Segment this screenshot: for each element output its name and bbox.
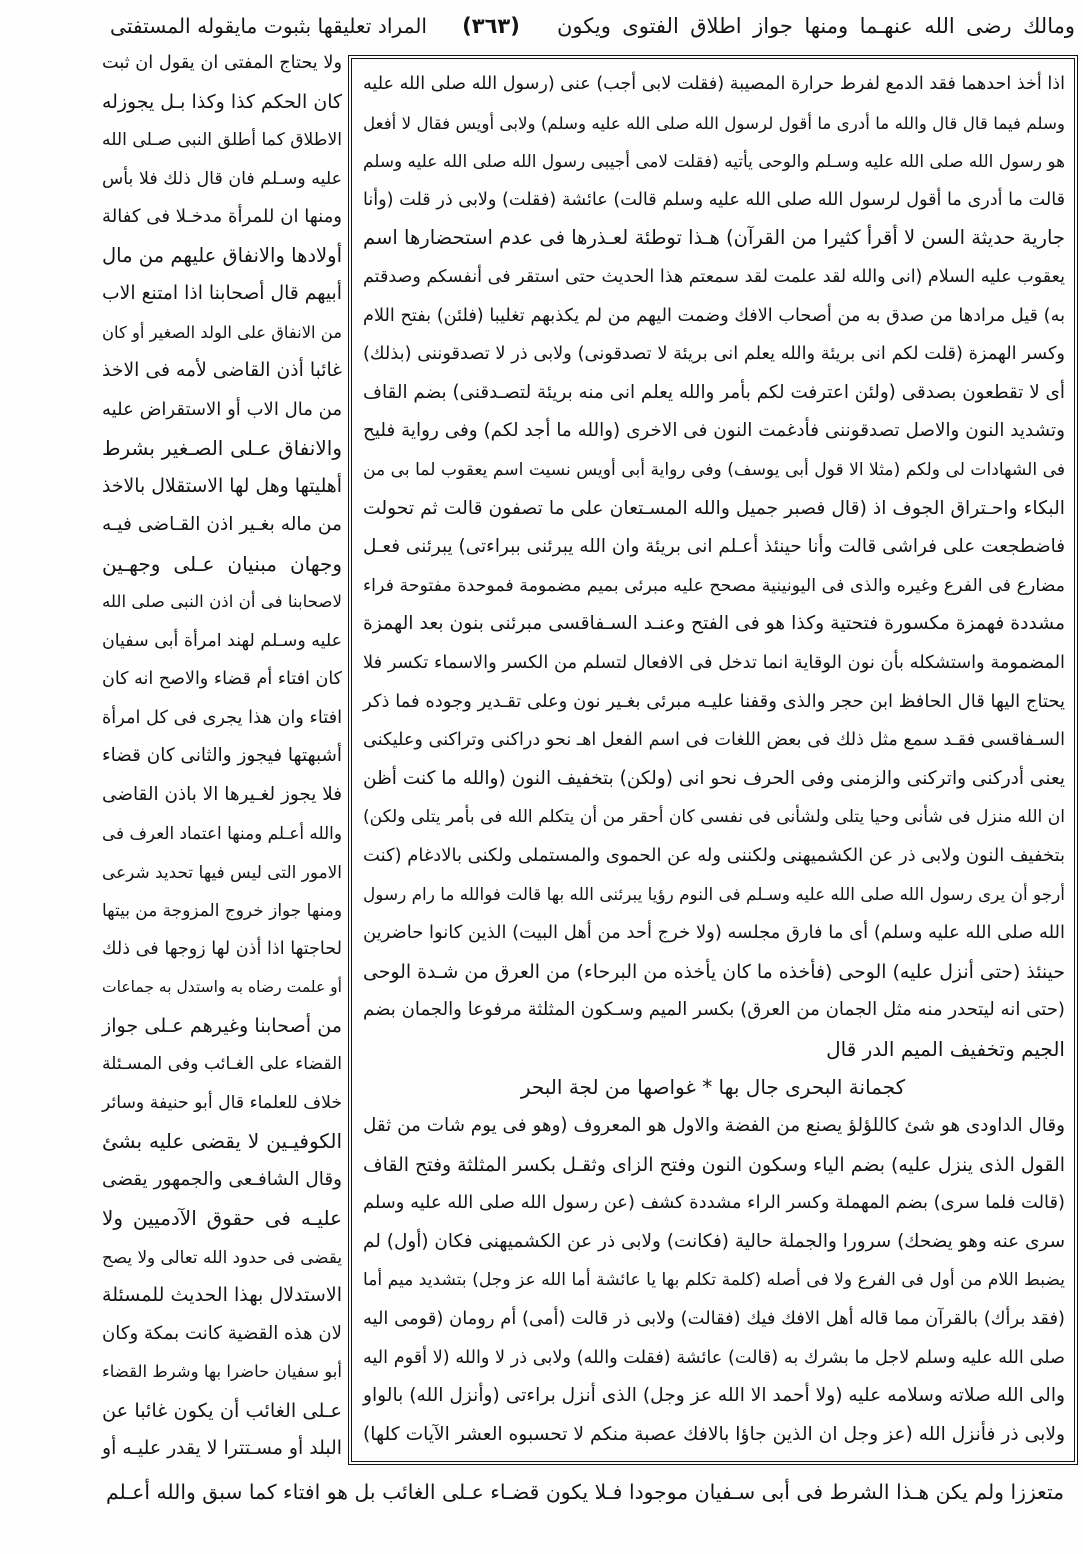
margin-line: فلا يجوز لغـيرها الا باذن القاضى bbox=[102, 783, 342, 805]
commentary-line: (قالت فلما سرى) بضم المهملة وكسر الراء مشددة كشف (عن رسول الله صلى الله عليه وسلم bbox=[363, 1192, 1065, 1214]
margin-line: والانفاق عـلى الصـغير بشرط bbox=[102, 436, 342, 460]
commentary-line: الجيم وتخفيف الميم الدر قال bbox=[826, 1036, 1065, 1061]
margin-line: لان هذه القضية كانت بمكة وكان bbox=[102, 1322, 342, 1344]
margin-line: عليه وسـلم لهند امرأة أبى سفيان bbox=[102, 630, 342, 651]
commentary-line: أى لا تقطعون بصدقى (ولئن اعترفت لكم بأمر والله يعلم انى منه بريئة لتصـدقنى) بضم القاف bbox=[363, 381, 1065, 403]
margin-line: الاستدلال بهذا الحديث للمسئلة bbox=[102, 1284, 342, 1306]
commentary-line: أرجو أن يرى رسول الله صلى الله عليه وسـلم فى النوم رؤيا يبرئنى الله بها قالت فوالله ما رام رسول bbox=[363, 884, 1065, 905]
commentary-line: يعنى أدركنى واتركنى والزمنى وفى الحرف نحو انى (ولكن) بتخفيف النون (والله ما كنت أظن bbox=[363, 767, 1065, 789]
margin-line: يقضى فى حدود الله تعالى ولا يصح bbox=[102, 1246, 342, 1267]
margin-line: وجهان مبنيان عـلى وجهـين bbox=[102, 551, 342, 576]
margin-line: ومنها ان للمرأة مدخـلا فى كفالة bbox=[102, 206, 342, 227]
margin-line: أولادها والانفاق عليهم من مال bbox=[102, 243, 342, 267]
margin-line: عـلى الغائب أن يكون غائبا عن bbox=[102, 1398, 342, 1422]
margin-line: الكوفيـين لا يقضى عليه بشئ bbox=[102, 1129, 342, 1153]
margin-line: وقال الشافـعى والجمهور يقضى bbox=[102, 1168, 342, 1190]
margin-line: افتاء وان هذا يجرى فى كل امرأة bbox=[102, 707, 342, 728]
commentary-line: البكاء واحـتراق الجوف اذ (قال فصبر جميل والله المسـتعان على ما تصفون قالت ثم تحولت bbox=[363, 497, 1065, 519]
commentary-line: مضارع فى الفرع وغيره والذى فى اليونينية مصحح عليه مبرئى بميم مضمومة فموحدة مفتوحة فراء bbox=[363, 575, 1065, 596]
commentary-line: (حتى انه ليتحدر منه مثل الجمان من العرق) بكسر الميم وسـكون المثلثة مرفوعا والجمان بضم bbox=[363, 999, 1065, 1021]
margin-line: أشبهتها فيجوز والثانى كان قضاء bbox=[102, 745, 342, 766]
margin-line: من أصحابنا وغيرهم عـلى جواز bbox=[102, 1013, 342, 1037]
margin-line: من ماله بغـير اذن القـاضى فيـه bbox=[102, 514, 342, 535]
commentary-line: القول الذى ينزل عليه) بضم الياء وسكون النون وفتح الزاى وثقـل بكسر المثلثة وفتح القاف bbox=[363, 1153, 1065, 1176]
commentary-line: جارية حديثة السن لا أقرأ كثيرا من القرآن) هـذا توطئة لعـذرها فى عدم استحضارها اسم bbox=[363, 226, 1065, 250]
margin-line: لاصحابنا فى أن اذن النبى صلى الله bbox=[102, 592, 342, 611]
commentary-line: يضبط اللام من أول فى الفرع ولا فى أصله (كلمة تكلم بها يا عائشة أما الله عز وجل) بتشديد ميم أما bbox=[363, 1270, 1065, 1291]
margin-line: ولا يحتاج المفتى ان يقول ان ثبت bbox=[102, 53, 342, 73]
margin-line: عليه وسـلم فان قال ذلك فلا بأس bbox=[102, 168, 342, 189]
commentary-line: بتخفيف النون ولابى ذر عن الكشميهنى ولكننى وله عن الحموى والمستملى ولكنى بالادغام (كنت bbox=[363, 844, 1065, 866]
commentary-line: (فقد برأك) بالقرآن مما قاله أهل الافك فيك (فقالت) ولابى ذر قالت (أمى) أم رومان (قومى اليه bbox=[363, 1308, 1065, 1329]
margin-line: الامور التى ليس فيها تحديد شرعى bbox=[102, 861, 342, 882]
margin-line: كان افتاء أم قضاء والاصح انه كان bbox=[102, 669, 342, 689]
margin-column bbox=[100, 44, 342, 1469]
margin-line: القضاء على الغـائب وفى المسـئلة bbox=[102, 1054, 342, 1074]
margin-line: عليـه فى حقوق الآدميين ولا bbox=[102, 1206, 342, 1230]
commentary-line: سرى عنه وهو يضحك) سرورا والجملة حالية (فكانت) ولابى ذر عن الكشميهنى فكان (أول) لم bbox=[363, 1230, 1065, 1252]
commentary-line: ولابى ذر فأنزل الله (عز وجل ان الذين جاؤا بالافك عصبة منكم لا تحسبوه العشر الآيات كلها) bbox=[363, 1423, 1065, 1445]
header-text-right: ومالك رضى الله عنهـما ومنها جواز اطلاق الفتوى ويكون bbox=[557, 14, 1075, 38]
commentary-line: وسلم فيما قال قال والله ما أدرى ما أقول لرسول الله صلى الله عليه وسلم) ولابى أويس فقال لا أفعل bbox=[363, 112, 1065, 133]
margin-line: أهليتها وهل لها الاستقلال بالاخذ bbox=[102, 475, 342, 497]
commentary-line: هو رسول الله صلى الله عليه وسـلم والوحى يأتيه (فقلت لامى أجيبى رسول الله صلى الله عليه وسلم bbox=[363, 151, 1065, 172]
commentary-line: صلى الله عليه وسلم لاجل ما بشرك به (قالت) عائشة (فقلت والله) ولابى ذر لا والله (لا أقوم اليه bbox=[363, 1347, 1065, 1368]
commentary-line: فى الشهادات لى ولكم (مثلا الا قول أبى يوسف) وفى رواية أبى أويس نسيت اسم يعقوب لما بى من bbox=[363, 459, 1065, 480]
running-header bbox=[108, 6, 1075, 46]
margin-line: من الانفاق على الولد الصغير أو كان bbox=[102, 322, 342, 342]
margin-line: أو علمت رضاه به واستدل به جماعات bbox=[102, 978, 342, 996]
commentary-line: السـفاقسى فقـد سمع مثل ذلك فى بعض اللغات فى اسم الفعل اهـ نحو دراكنى وتراكنى وعليكنى bbox=[363, 730, 1065, 751]
margin-line: البلد أو مسـتترا لا يقدر عليـه أو bbox=[102, 1438, 342, 1459]
margin-line: ومنها جواز خروج المزوجة من بيتها bbox=[102, 900, 342, 920]
margin-line: الاطلاق كما أطلق النبى صـلى الله bbox=[102, 130, 342, 150]
margin-line: أبيهم قال أصحابنا اذا امتنع الاب bbox=[102, 283, 342, 304]
commentary-line: والى الله صلاته وسلامه عليه (ولا أحمد الا الله عز وجل) الذى أنزل براءتى (وأنزل الله) بالواو bbox=[363, 1385, 1065, 1407]
commentary-box bbox=[348, 55, 1078, 1465]
margin-line: من مال الاب أو الاستقراض عليه bbox=[102, 398, 342, 420]
margin-line: أبو سفيان حاضرا بها وشرط القضاء bbox=[102, 1362, 342, 1381]
margin-line: والله أعـلم ومنها اعتماد العرف فى bbox=[102, 823, 342, 843]
commentary-line: قالت ما أدرى ما أقول لرسول الله صلى الله عليه وسلم قالت) عائشة (فقلت) ولابى ذر قلت (وأنا bbox=[363, 189, 1065, 210]
commentary-line: ان الله منزل فى شأنى وحيا يتلى ولشأنى فى نفسى كان أحقر من أن يتكلم الله فى بأمر يتلى ولكن) bbox=[363, 807, 1065, 828]
margin-line: لحاجتها اذا أذن لها زوجها فى ذلك bbox=[102, 938, 342, 959]
commentary-line: يعقوب عليه السلام (انى والله لقد علمت لقد سمعتم هذا الحديث حتى استقر فى أنفسكم وصدقتم bbox=[363, 266, 1065, 287]
page-number: (٣٦٣) bbox=[462, 14, 520, 38]
margin-line: غائبا أذن القاضى لأمه فى الاخذ bbox=[102, 360, 342, 381]
commentary-line: يحتاج اليها قال الحافظ ابن حجر والذى وقفنا عليـه مبرئى بغـير نون وعلى تقـدير وجوده فما ذكر bbox=[363, 690, 1065, 712]
commentary-line: وكسر الهمزة (قلت لكم انى بريئة والله يعلم انى بريئة لا تصدقونى) ولابى ذر لا تصدقوننى (بذلك) bbox=[363, 343, 1065, 365]
commentary-line: المضمومة واستشكله بأن نون الوقاية انما تدخل فى الافعال لتسلم من الكسر والاسماء تكسر فلا bbox=[363, 651, 1065, 673]
footer-line: متعززا ولم يكن هـذا الشرط فى أبى سـفيان موجودا فـلا يكون قضـاء عـلى الغائب بل هو افتاء كما سبق والله أعـلم bbox=[106, 1480, 1064, 1504]
commentary-line: وقال الداودى هو شئ كاللؤلؤ يصنع من الفضة والاول هو المعروف (وهو فى يوم شات من ثقل bbox=[363, 1115, 1065, 1137]
commentary-line: اذا أخذ احدهما فقد الدمع لفرط حرارة المصيبة (فقلت لابى أجب) عنى (رسول الله صلى الله عليه bbox=[363, 74, 1065, 94]
commentary-line: وتشديد النون والاصل تصدقوننى فأدغمت النون فى الاخرى (والله ما أجد لكم) وفى رواية فليح bbox=[363, 420, 1065, 442]
header-text-left: المراد تعليقها بثبوت مايقوله المستفتى bbox=[110, 14, 427, 38]
commentary-line: به) قيل مرادها من صدق به من أصحاب الافك وضمت اليهم من لم يكذبهم تغليبا (فلئن) بفتح اللام bbox=[363, 305, 1065, 326]
commentary-line: فاضطجعت على فراشى قالت وأنا حينئذ أعـلم انى بريئة وان الله يبرئنى ببراءتى) يبرئنى فعـل bbox=[363, 536, 1065, 558]
verse-line: كجمانة البحرى جال بها * غواصها من لجة البحر bbox=[520, 1075, 906, 1100]
margin-line: كان الحكم كذا وكذا بـل يجوزله bbox=[102, 90, 342, 113]
commentary-line: مشددة فهمزة مكسورة فتحتية وكذا هو فى الفتح وعنـد السـفاقسى مبرئنى بنون بعد الهمزة bbox=[363, 613, 1065, 635]
margin-line: خلاف للعلماء قال أبو حنيفة وسائر bbox=[102, 1092, 342, 1113]
commentary-line: الله صلى الله عليه وسلم) أى ما فارق مجلسه (ولا خرج أحد من أهل البيت) الذين كانوا حاضرين bbox=[363, 922, 1065, 944]
commentary-line: حينئذ (حتى أنزل عليه) الوحى (فأخذه ما كان يأخذه من البرحاء) من العرق من شـدة الوحى bbox=[363, 960, 1065, 983]
